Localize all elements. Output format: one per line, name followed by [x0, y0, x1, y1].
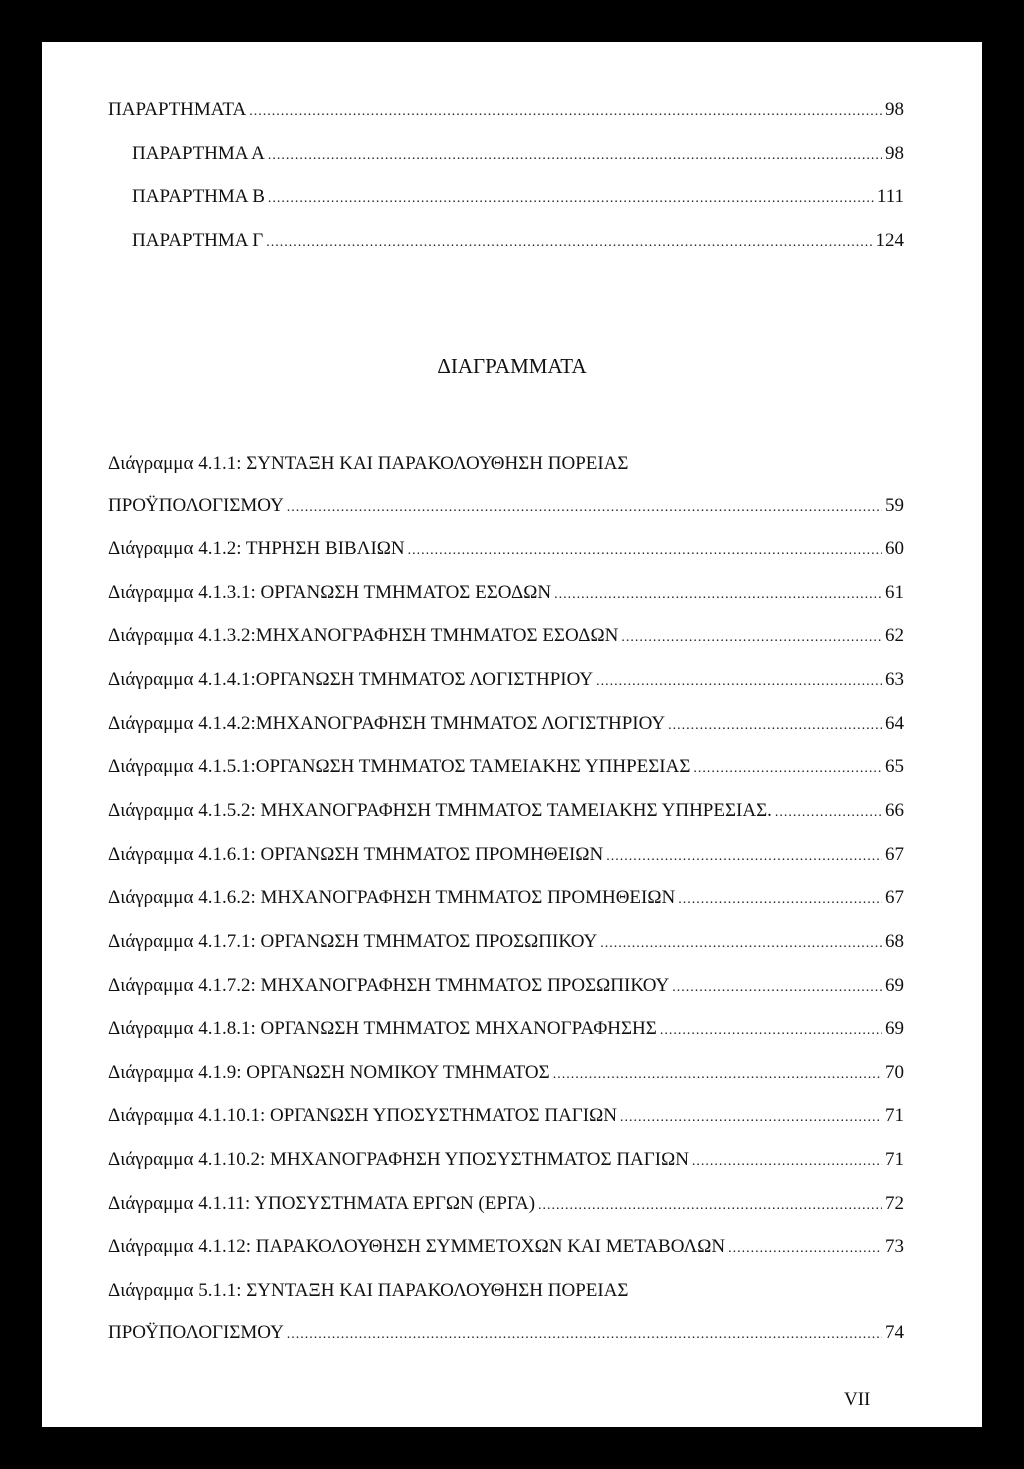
leader-dots — [408, 539, 882, 563]
leader-dots — [693, 757, 882, 781]
toc-entry-page: 74 — [885, 1322, 904, 1343]
toc-entry-page: 64 — [885, 713, 904, 734]
leader-dots — [554, 583, 882, 607]
toc-entry-label: Διάγραμμα 4.1.3.1: ΟΡΓΑΝΩΣΗ ΤΜΗΜΑΤΟΣ ΕΣΟΔΩΝ — [108, 582, 552, 603]
toc-entry-page: 98 — [885, 143, 904, 164]
toc-entry-diagram[interactable] — [108, 886, 904, 912]
toc-entry-page: 59 — [885, 495, 904, 516]
toc-entry-diagram[interactable] — [108, 668, 904, 694]
page-number: VII — [844, 1389, 871, 1410]
toc-entry-page: 67 — [885, 844, 904, 865]
toc-entry-label: ΠΑΡΑΡΤΗΜΑ Β — [132, 186, 265, 207]
leader-dots — [553, 1063, 882, 1087]
leader-dots — [621, 626, 882, 650]
leader-dots — [678, 888, 882, 912]
toc-entry-page: 63 — [885, 669, 904, 690]
toc-entry-diagram[interactable] — [108, 1235, 904, 1261]
toc-entry-page: 72 — [885, 1193, 904, 1214]
toc-entry-page: 70 — [885, 1062, 904, 1083]
leader-dots — [600, 932, 882, 956]
toc-entry-page: 66 — [885, 800, 904, 821]
leader-dots — [249, 100, 882, 124]
toc-entry-appendix-c[interactable] — [132, 229, 904, 255]
toc-entry-label: ΠΡΟΫΠΟΛΟΓΙΣΜΟΥ — [108, 495, 284, 516]
toc-entry-page: 124 — [875, 230, 904, 251]
toc-entry-appendix-b[interactable] — [132, 185, 904, 211]
toc-entry-label: Διάγραμμα 4.1.10.1: ΟΡΓΑΝΩΣΗ ΥΠΟΣΥΣΤΗΜΑΤΟΣ ΠΑΓΙΩΝ — [108, 1105, 617, 1126]
toc-entry-label: Διάγραμμα 4.1.6.1: ΟΡΓΑΝΩΣΗ ΤΜΗΜΑΤΟΣ ΠΡΟΜΗΘΕΙΩΝ — [108, 844, 604, 865]
toc-entry-diagram[interactable] — [108, 930, 904, 956]
toc-entry-page: 68 — [885, 931, 904, 952]
toc-entry-label: ΠΑΡΑΡΤΗΜΑΤΑ — [108, 99, 247, 120]
leader-dots — [538, 1194, 882, 1218]
leader-dots — [660, 1019, 882, 1043]
toc-entry-label: ΠΑΡΑΡΤΗΜΑ Α — [132, 143, 265, 164]
toc-entry-label: Διάγραμμα 4.1.6.2: ΜΗΧΑΝΟΓΡΑΦΗΣΗ ΤΜΗΜΑΤΟΣ ΠΡΟΜΗΘΕΙΩΝ — [108, 887, 676, 908]
toc-entry-label: Διάγραμμα 4.1.7.1: ΟΡΓΑΝΩΣΗ ΤΜΗΜΑΤΟΣ ΠΡΟΣΩΠΙΚΟΥ — [108, 931, 598, 952]
leader-dots — [606, 845, 882, 869]
toc-entry-page: 62 — [885, 625, 904, 646]
toc-entry-label: ΠΡΟΫΠΟΛΟΓΙΣΜΟΥ — [108, 1322, 284, 1343]
toc-entry-label: Διάγραμμα 4.1.4.2:ΜΗΧΑΝΟΓΡΑΦΗΣΗ ΤΜΗΜΑΤΟΣ ΛΟΓΙΣΤΗΡΙΟΥ — [108, 713, 666, 734]
toc-entry-diagram[interactable] — [108, 1017, 904, 1043]
leader-dots — [672, 976, 882, 1000]
toc-entry-label: Διάγραμμα 4.1.9: ΟΡΓΑΝΩΣΗ ΝΟΜΙΚΟΥ ΤΜΗΜΑΤΟΣ — [108, 1062, 550, 1083]
leader-dots — [287, 1323, 882, 1347]
toc-entry-label: Διάγραμμα 4.1.11: ΥΠΟΣΥΣΤΗΜΑΤΑ ΕΡΓΩΝ (ΕΡΓΑ) — [108, 1193, 536, 1214]
toc-entry-diagram[interactable] — [108, 581, 904, 607]
toc-entry-first-line1[interactable]: Διάγραμμα 4.1.1: ΣΥΝΤΑΞΗ ΚΑΙ ΠΑΡΑΚΟΛΟΥΘΗΣΗ ΠΟΡΕΙΑΣ — [108, 453, 629, 474]
toc-entry-page: 73 — [885, 1236, 904, 1257]
toc-entry-appendix-a[interactable] — [132, 142, 904, 168]
toc-entry-diagram[interactable] — [108, 1061, 904, 1087]
toc-entry-diagram[interactable] — [108, 537, 904, 563]
leader-dots — [620, 1106, 882, 1130]
leader-dots — [596, 670, 882, 694]
toc-entry-page: 69 — [885, 975, 904, 996]
toc-entry-label: Διάγραμμα 4.1.3.2:ΜΗΧΑΝΟΓΡΑΦΗΣΗ ΤΜΗΜΑΤΟΣ ΕΣΟΔΩΝ — [108, 625, 619, 646]
leader-dots — [287, 496, 882, 520]
toc-entry-diagram[interactable] — [108, 1148, 904, 1174]
toc-entry-page: 98 — [885, 99, 904, 120]
toc-entry-first[interactable] — [108, 494, 904, 520]
leader-dots — [266, 231, 872, 255]
toc-entry-label: Διάγραμμα 4.1.5.2: ΜΗΧΑΝΟΓΡΑΦΗΣΗ ΤΜΗΜΑΤΟΣ ΤΑΜΕΙΑΚΗΣ ΥΠΗΡΕΣΙΑΣ. — [108, 800, 772, 821]
toc-entry-diagram[interactable] — [108, 1104, 904, 1130]
toc-entry-page: 60 — [885, 538, 904, 559]
toc-entry-label: Διάγραμμα 4.1.4.1:ΟΡΓΑΝΩΣΗ ΤΜΗΜΑΤΟΣ ΛΟΓΙΣΤΗΡΙΟΥ — [108, 669, 594, 690]
leader-dots — [668, 714, 882, 738]
leader-dots — [775, 801, 882, 825]
toc-entry-label: Διάγραμμα 4.1.2: ΤΗΡΗΣΗ ΒΙΒΛΙΩΝ — [108, 538, 405, 559]
toc-entry-label: Διάγραμμα 4.1.7.2: ΜΗΧΑΝΟΓΡΑΦΗΣΗ ΤΜΗΜΑΤΟΣ ΠΡΟΣΩΠΙΚΟΥ — [108, 975, 670, 996]
toc-entry-diagram[interactable] — [108, 624, 904, 650]
toc-entry-last[interactable] — [108, 1321, 904, 1347]
toc-entry-label: Διάγραμμα 4.1.8.1: ΟΡΓΑΝΩΣΗ ΤΜΗΜΑΤΟΣ ΜΗΧΑΝΟΓΡΑΦΗΣΗΣ — [108, 1018, 657, 1039]
toc-entry-label: Διάγραμμα 4.1.5.1:ΟΡΓΑΝΩΣΗ ΤΜΗΜΑΤΟΣ ΤΑΜΕΙΑΚΗΣ ΥΠΗΡΕΣΙΑΣ — [108, 756, 691, 777]
toc-entry-label: Διάγραμμα 4.1.12: ΠΑΡΑΚΟΛΟΥΘΗΣΗ ΣΥΜΜΕΤΟΧΩΝ ΚΑΙ ΜΕΤΑΒΟΛΩΝ — [108, 1236, 726, 1257]
toc-entry-diagram[interactable] — [108, 843, 904, 869]
toc-entry-appendices[interactable] — [108, 98, 904, 124]
leader-dots — [692, 1150, 882, 1174]
toc-entry-page: 61 — [885, 582, 904, 603]
toc-entry-diagram[interactable] — [108, 799, 904, 825]
toc-entry-label: Διάγραμμα 4.1.10.2: ΜΗΧΑΝΟΓΡΑΦΗΣΗ ΥΠΟΣΥΣΤΗΜΑΤΟΣ ΠΑΓΙΩΝ — [108, 1149, 689, 1170]
section-heading-diagrams: ΔΙΑΓΡΑΜΜΑΤΑ — [437, 354, 587, 378]
toc-entry-diagram[interactable] — [108, 755, 904, 781]
toc-entry-diagram[interactable] — [108, 712, 904, 738]
toc-entry-diagram[interactable] — [108, 1192, 904, 1218]
toc-entry-page: 71 — [885, 1105, 904, 1126]
toc-entry-page: 65 — [885, 756, 904, 777]
document-page — [42, 42, 982, 1427]
leader-dots — [268, 187, 874, 211]
toc-entry-last-line1[interactable]: Διάγραμμα 5.1.1: ΣΥΝΤΑΞΗ ΚΑΙ ΠΑΡΑΚΟΛΟΥΘΗΣΗ ΠΟΡΕΙΑΣ — [108, 1280, 629, 1301]
toc-entry-page: 69 — [885, 1018, 904, 1039]
toc-entry-page: 71 — [885, 1149, 904, 1170]
leader-dots — [728, 1237, 882, 1261]
toc-entry-label: ΠΑΡΑΡΤΗΜΑ Γ — [132, 230, 264, 251]
toc-entry-page: 111 — [876, 186, 904, 207]
leader-dots — [268, 144, 882, 168]
toc-entry-diagram[interactable] — [108, 974, 904, 1000]
toc-entry-page: 67 — [885, 887, 904, 908]
